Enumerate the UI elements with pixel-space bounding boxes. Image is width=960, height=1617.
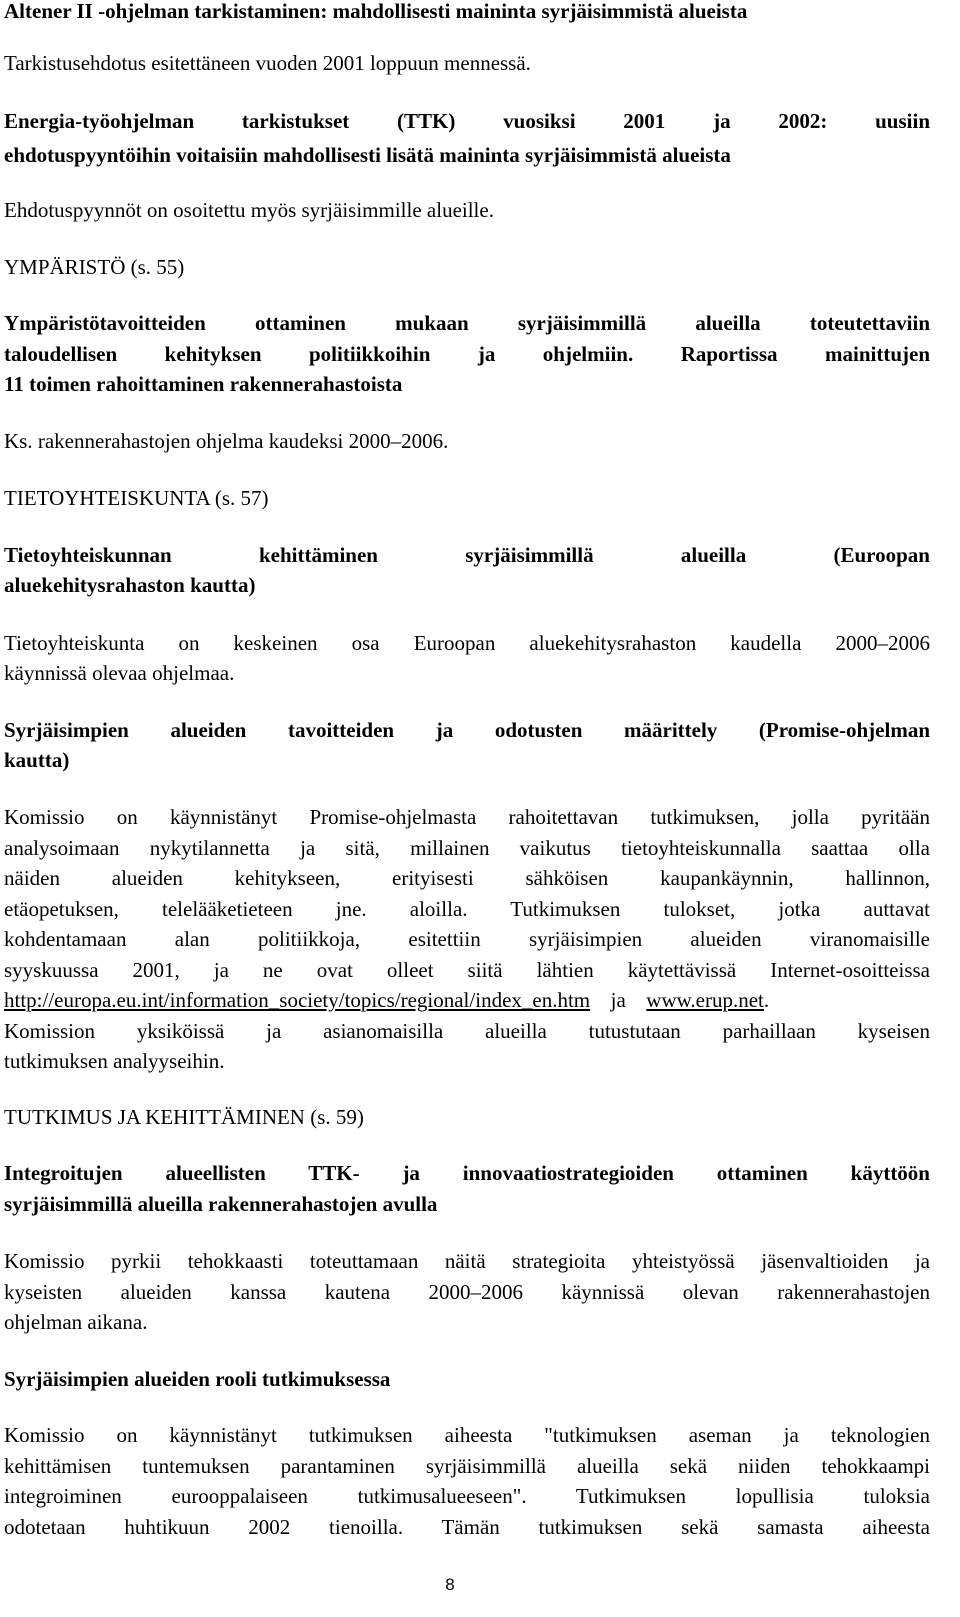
- section-heading-tietoyhteiskunta: TIETOYHTEISKUNTA (s. 57): [4, 486, 269, 510]
- heading-promise: kautta): [4, 748, 70, 772]
- heading-research-role: Syrjäisimpien alueiden rooli tutkimuksessa: [4, 1367, 391, 1391]
- paragraph-line: Ks. rakennerahastojen ohjelma kaudeksi 2000–2006.: [4, 429, 449, 453]
- heading-altener: Altener II -ohjelman tarkistaminen: mahdollisesti maininta syrjäisimmistä alueista: [4, 0, 748, 23]
- heading-ttk-strategies: syrjäisimmillä alueilla rakennerahastojen avulla: [4, 1192, 438, 1216]
- paragraph-line: Tarkistusehdotus esitettäneen vuoden 2001 loppuun mennessä.: [4, 51, 531, 75]
- paragraph-line: ohjelman aikana.: [4, 1310, 148, 1334]
- paragraph-line: Ehdotuspyynnöt on osoitettu myös syrjäisimmille alueille.: [4, 198, 494, 222]
- paragraph-line: Komissio pyrkii tehokkaasti toteuttamaan näitä strategioita yhteistyössä jäsenvaltioiden ja: [4, 1249, 930, 1273]
- heading-tietoyhteiskunta-item: Tietoyhteiskunnan kehittäminen syrjäisimmillä alueilla (Euroopan: [4, 543, 930, 567]
- heading-ttk-strategies: Integroitujen alueellisten TTK- ja innovaatiostrategioiden ottaminen käyttöön: [4, 1161, 930, 1185]
- paragraph-line: näiden alueiden kehitykseen, erityisesti sähköisen kaupankäynnin, hallinnon,: [4, 866, 930, 890]
- paragraph-line: kohdentamaan alan politiikkoja, esitettiin syrjäisimpien alueiden viranomaisille: [4, 927, 930, 951]
- paragraph-line: syyskuussa 2001, ja ne ovat olleet siitä lähtien käytettävissä Internet-osoitteissa: [4, 958, 930, 982]
- heading-tietoyhteiskunta-item: aluekehitysrahaston kautta): [4, 573, 256, 597]
- heading-ymparisto-item: Ympäristötavoitteiden ottaminen mukaan syrjäisimmillä alueilla toteutettaviin: [4, 311, 930, 335]
- paragraph-line: tutkimuksen analyyseihin.: [4, 1049, 225, 1073]
- paragraph-line: Tietoyhteiskunta on keskeinen osa Euroopan aluekehitysrahaston kaudella 2000–2006: [4, 631, 930, 655]
- europa-link[interactable]: http://europa.eu.int/information_society/topics/regional/index_en.htm: [4, 988, 591, 1012]
- heading-promise: Syrjäisimpien alueiden tavoitteiden ja odotusten määrittely (Promise-ohjelman: [4, 718, 930, 742]
- paragraph-line: analysoimaan nykytilannetta ja sitä, millainen vaikutus tietoyhteiskunnalla saattaa olla: [4, 836, 930, 860]
- paragraph-line: integroiminen eurooppalaiseen tutkimusalueeseen". Tutkimuksen lopullisia tuloksia: [4, 1484, 930, 1508]
- paragraph-line: Komissio on käynnistänyt Promise-ohjelmasta rahoitettavan tutkimuksen, jolla pyritään: [4, 805, 930, 829]
- heading-energia: ehdotuspyyntöihin voitaisiin mahdollisesti lisätä maininta syrjäisimmistä alueista: [4, 143, 731, 167]
- paragraph-line: odotetaan huhtikuun 2002 tienoilla. Tämän tutkimuksen sekä samasta aiheesta: [4, 1515, 930, 1539]
- link-separator: ja: [610, 988, 626, 1012]
- erup-link[interactable]: www.erup.net: [646, 988, 764, 1012]
- paragraph-line: etäopetuksen, telelääketieteen jne. aloilla. Tutkimuksen tulokset, jotka auttavat: [4, 897, 930, 921]
- heading-energia: Energia-työohjelman tarkistukset (TTK) vuosiksi 2001 ja 2002: uusiin: [4, 109, 930, 133]
- page-number: 8: [445, 1575, 455, 1594]
- paragraph-line: Komission yksiköissä ja asianomaisilla alueilla tutustutaan parhaillaan kyseisen: [4, 1019, 930, 1043]
- paragraph-line: kyseisten alueiden kanssa kautena 2000–2006 käynnissä olevan rakennerahastojen: [4, 1280, 930, 1304]
- heading-ymparisto-item: 11 toimen rahoittaminen rakennerahastoista: [4, 372, 403, 396]
- paragraph-line-links: [4, 986, 930, 1014]
- heading-ymparisto-item: taloudellisen kehityksen politiikkoihin ja ohjelmiin. Raportissa mainittujen: [4, 342, 930, 366]
- section-heading-tutkimus: TUTKIMUS JA KEHITTÄMINEN (s. 59): [4, 1105, 364, 1129]
- link-period: .: [763, 988, 770, 1012]
- paragraph-line: Komissio on käynnistänyt tutkimuksen aiheesta "tutkimuksen aseman ja teknologien: [4, 1423, 930, 1447]
- paragraph-line: käynnissä olevaa ohjelmaa.: [4, 661, 235, 685]
- paragraph-line: kehittämisen tuntemuksen parantaminen syrjäisimmillä alueilla sekä niiden tehokkaampi: [4, 1454, 930, 1478]
- section-heading-ymparisto: YMPÄRISTÖ (s. 55): [4, 255, 185, 279]
